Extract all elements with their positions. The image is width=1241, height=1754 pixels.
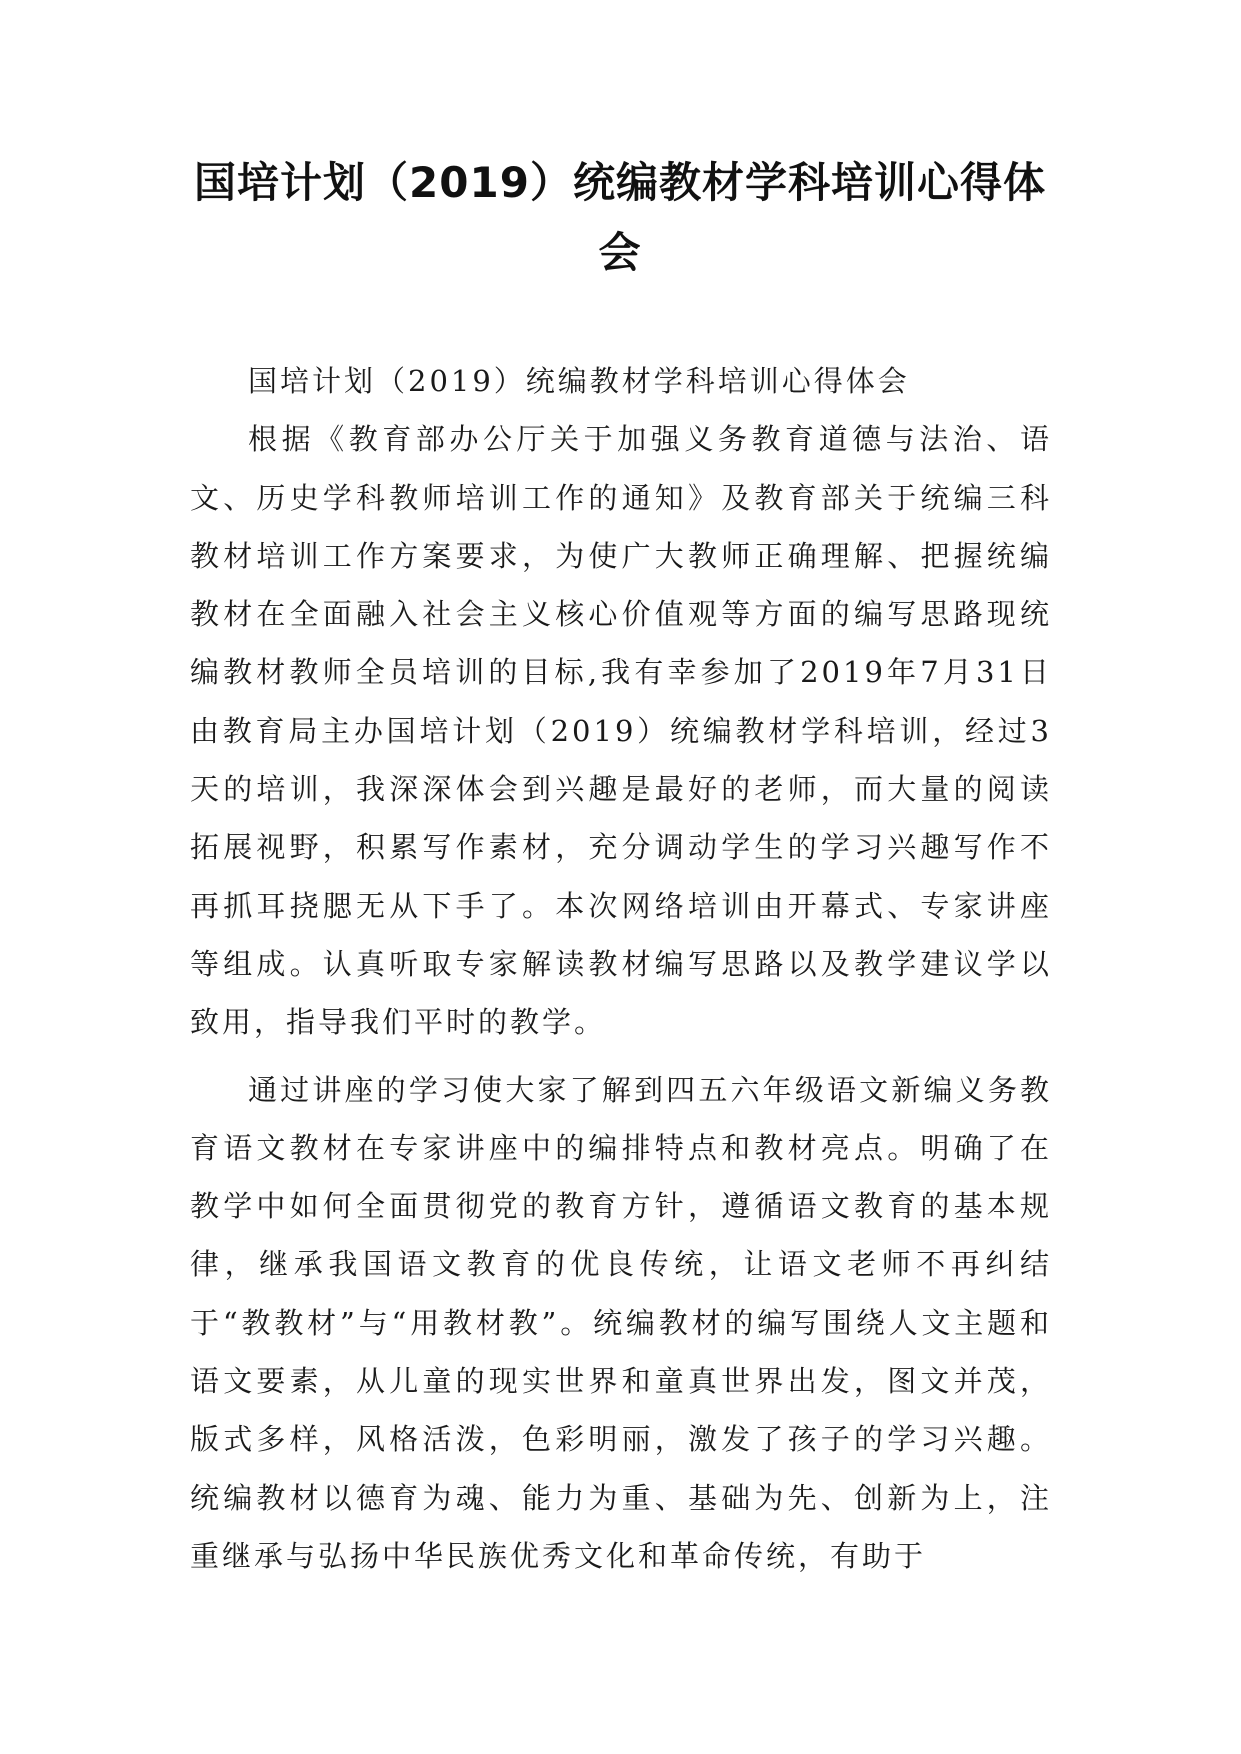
paragraph-intro-title: 国培计划（2019）统编教材学科培训心得体会 [248,364,910,398]
document-title: 国培计划（2019）统编教材学科培训心得体会 [194,158,1046,277]
paragraph-lecture-learning: 通过讲座的学习使大家了解到四五六年级语文新编义务教育语文教材在专家讲座中的编排特点和教材亮点。明确了在教学中如何全面贯彻党的教育方针，遵循语文教育的基本规律，继承我国语文教育的优良传统，让语文老师不再纠结于“教教材”与“用教材教”。统编教材的编写围绕人文主题和语文要素，从儿童的现实世界和童真世界出发，图文并茂，版式多样，风格活泼，色彩明丽，激发了孩子的学习兴趣。统编教材以德育为魂、能力为重、基础为先、创新为上，注重继承与弘扬中华民族优秀文化和革命传统，有助于 [190,1072,1052,1573]
paragraph-background: 根据《教育部办公厅关于加强义务教育道德与法治、语文、历史学科教师培训工作的通知》及教育部关于统编三科教材培训工作方案要求，为使广大教师正确理解、把握统编教材在全面融入社会主义核心价值观等方面的编写思路现统编教材教师全员培训的目标,我有幸参加了2019年7月31日由教育局主办国培计划（2019）统编教材学科培训，经过3天的培训，我深深体会到兴趣是最好的老师，而大量的阅读拓展视野，积累写作素材，充分调动学生的学习兴趣写作不再抓耳挠腮无从下手了。本次网络培训由开幕式、专家讲座等组成。认真听取专家解读教材编写思路以及教学建议学以致用，指导我们平时的教学。 [190,422,1052,1040]
document-body [190,352,1052,1585]
